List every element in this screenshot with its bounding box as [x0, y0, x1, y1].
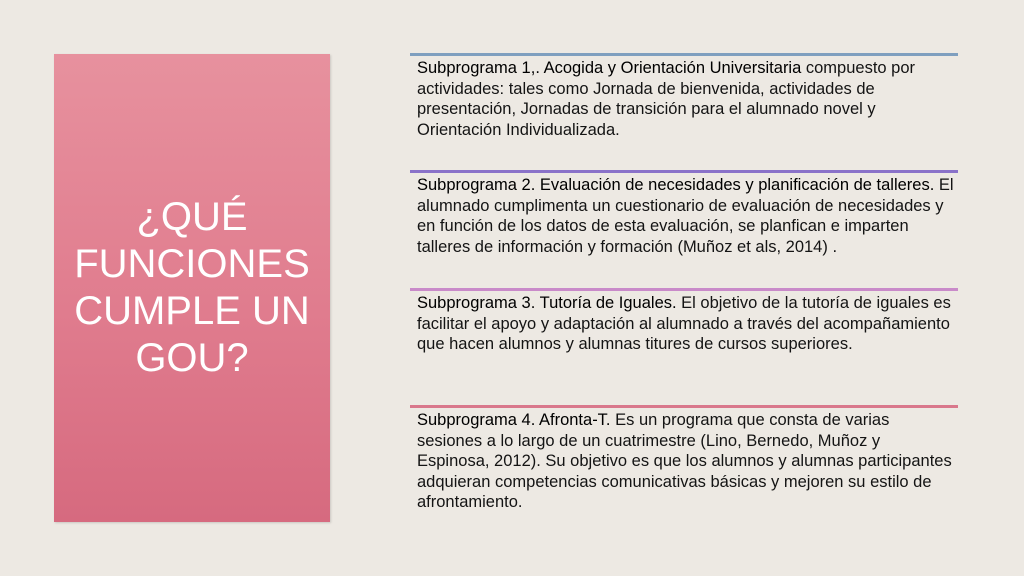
subprogram-2-text [417, 170, 954, 257]
subprogram-1-lead: Subprograma 1,. Acogida y Orientación Universitaria [417, 59, 802, 77]
subprogram-1-text [417, 53, 954, 140]
subprogram-4 [410, 405, 958, 513]
subprogram-3 [410, 288, 958, 355]
subprogram-1-body: compuesto por actividades: tales como Jornada de bienvenida, actividades de presentación, Jornadas de transición para el alumnado novel y Orientación Individualizada. [417, 59, 916, 139]
subprogram-3-rule [410, 288, 958, 291]
subprogram-2-body: El alumnado cumplimenta un cuestionario de evaluación de necesidades y en función de los datos de esta evaluación, se planfican e imparten talleres de información y formación (Muñoz et als, 2014) . [417, 176, 954, 256]
subprogram-2 [410, 170, 958, 257]
subprogram-4-text [417, 405, 954, 513]
subprogram-2-rule [410, 170, 958, 173]
subprogram-3-text [417, 288, 954, 355]
subprogram-4-rule [410, 405, 958, 408]
subprogram-2-lead: Subprograma 2. Evaluación de necesidades y planificación de talleres. [417, 176, 935, 194]
subprogram-3-body: El objetivo de la tutoría de iguales es facilitar el apoyo y adaptación al alumnado a través del acompañamiento que hacen alumnos y alumnas titures de cursos superiores. [417, 294, 951, 353]
slide-title: ¿QUÉ FUNCIONES CUMPLE UN GOU? [74, 195, 310, 380]
subprogram-1 [410, 53, 958, 140]
subprogram-4-body: Es un programa que consta de varias sesiones a lo largo de un cuatrimestre (Lino, Bernedo, Muñoz y Espinosa, 2012). Su objetivo es que los alumnos y alumnas participantes adquieran competencias comunicativas básicas y mejoren su estilo de afrontamiento. [417, 411, 952, 511]
subprogram-1-rule [410, 53, 958, 56]
subprogram-4-lead: Subprograma 4. Afronta-T. [417, 411, 611, 429]
title-panel [54, 54, 330, 522]
subprogram-3-lead: Subprograma 3. Tutoría de Iguales. [417, 294, 677, 312]
